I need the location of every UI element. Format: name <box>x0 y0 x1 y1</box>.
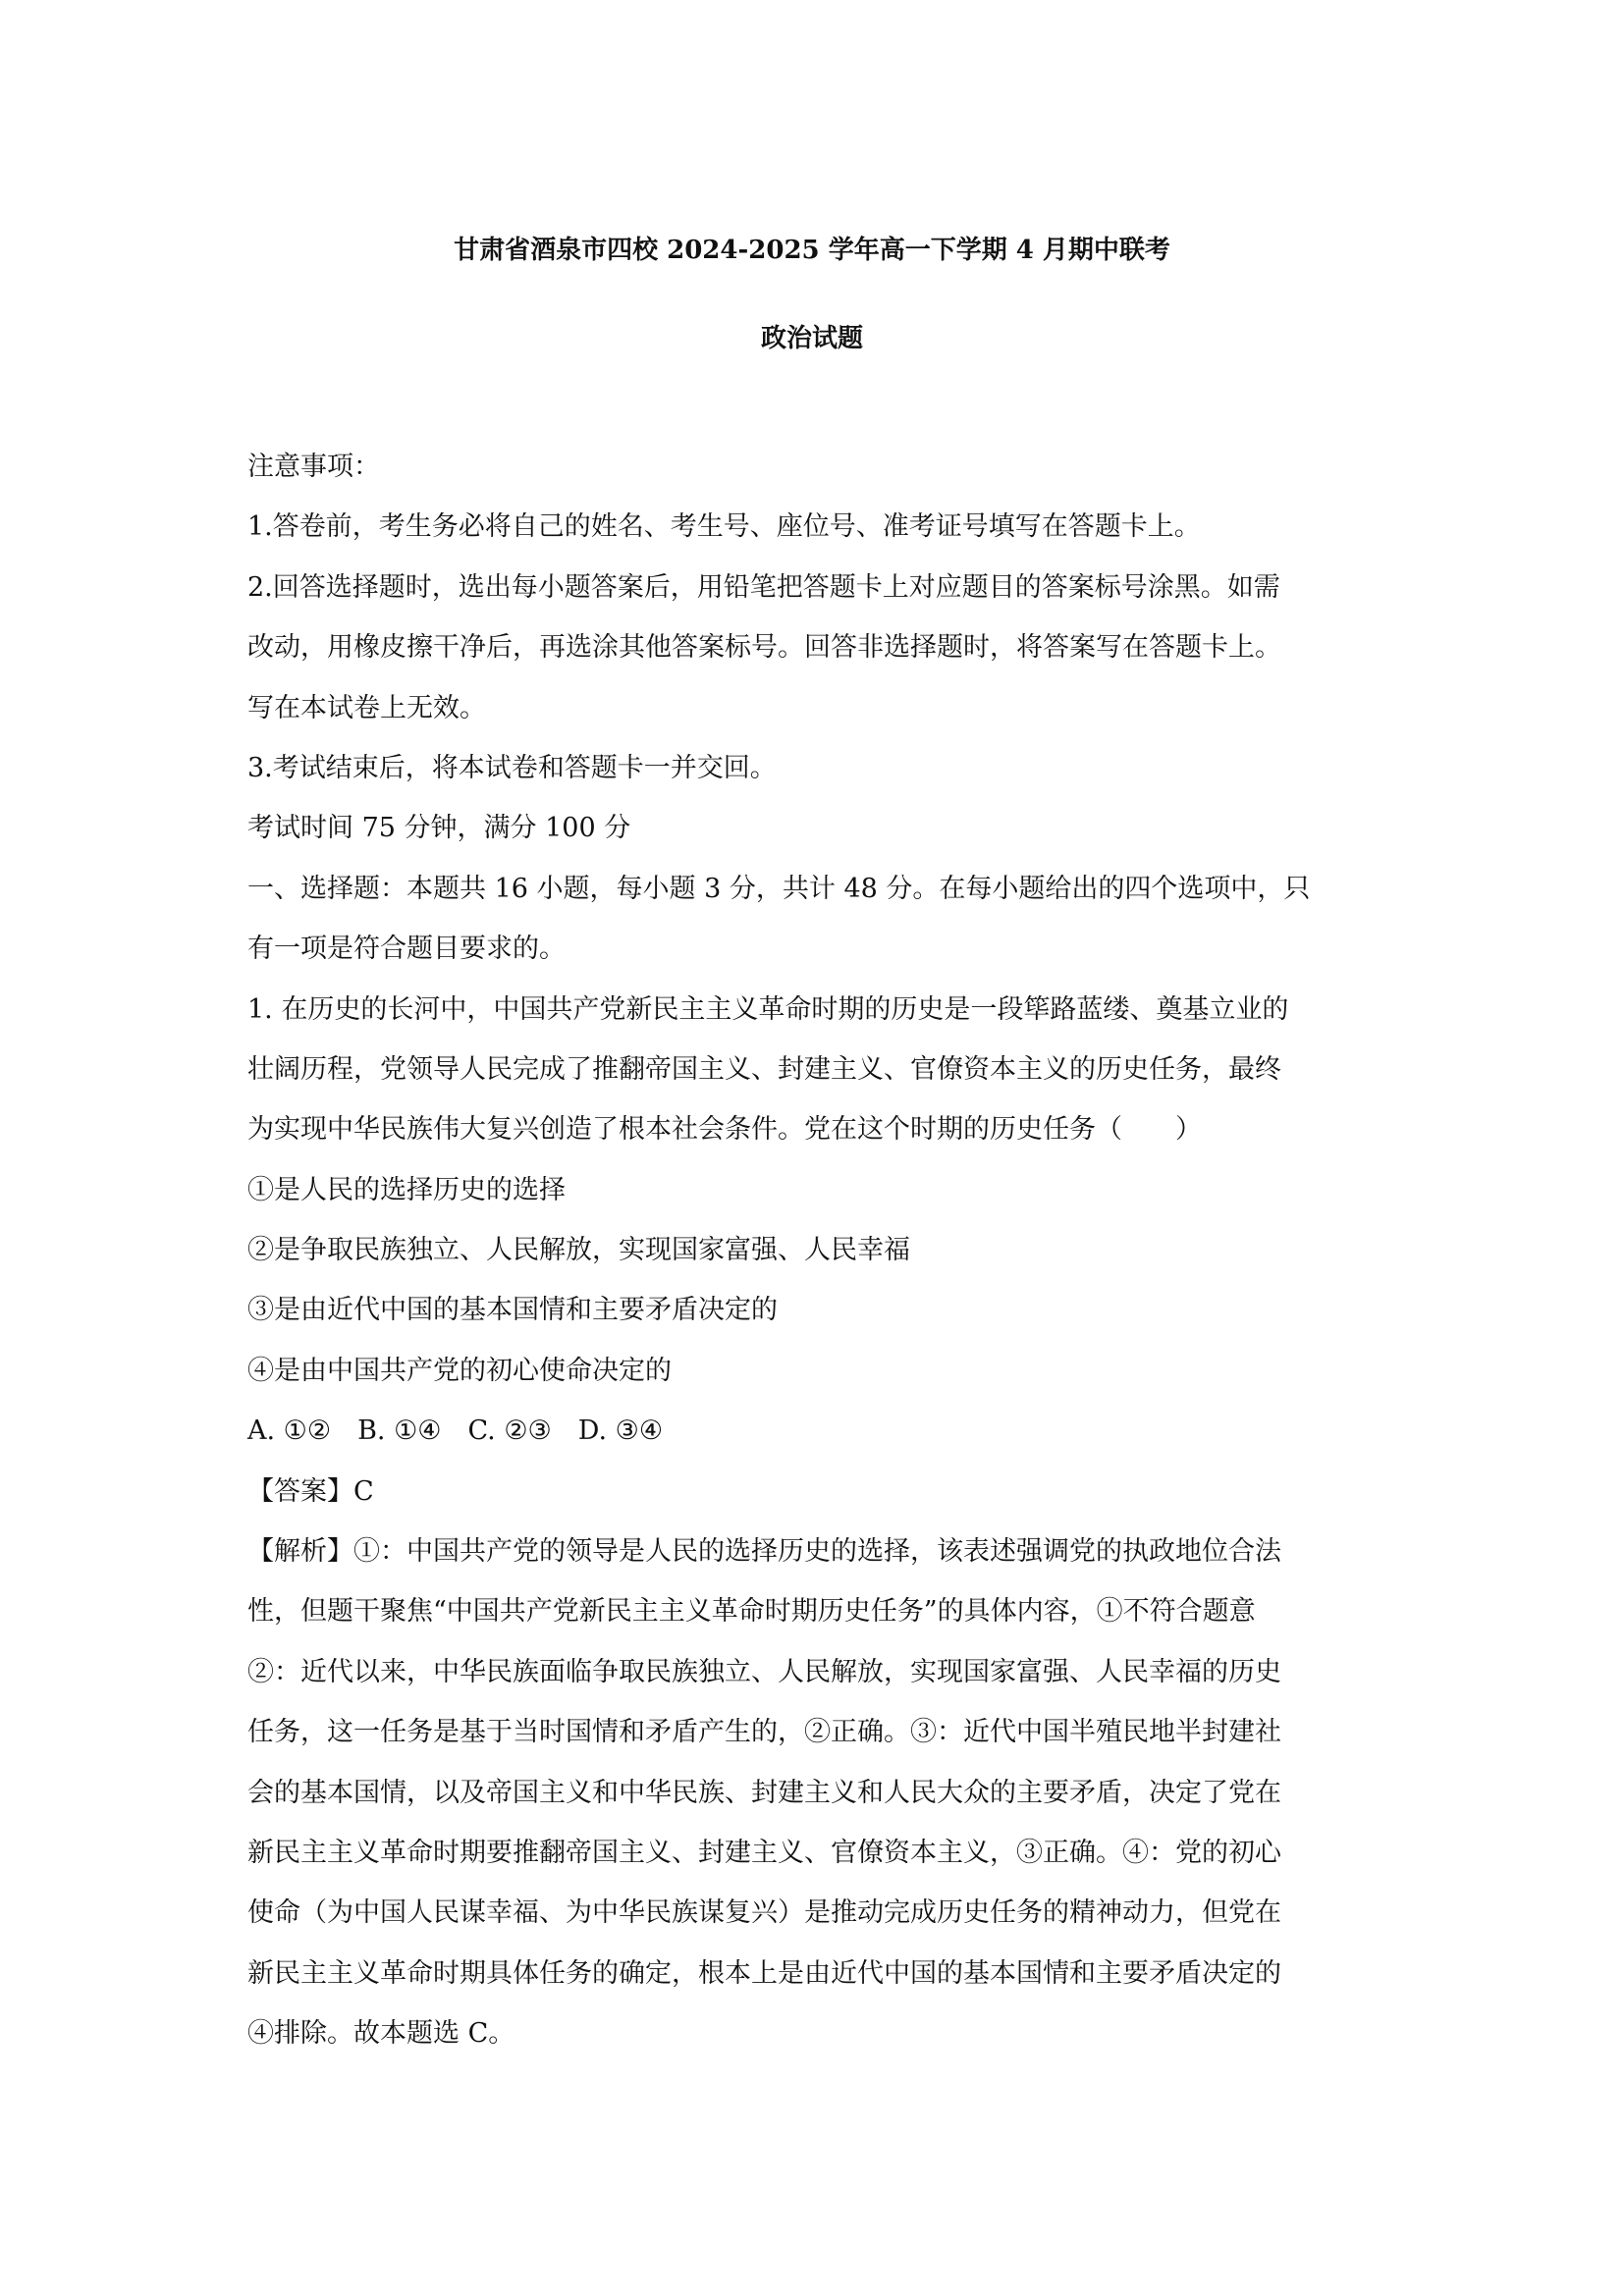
explanation-text: 性，但题干聚焦“中国共产党新民主主义革命时期历史任务”的具体内容，①不符合题意 <box>247 1596 1256 1628</box>
section-heading: 有一项是符合题目要求的。 <box>247 934 566 965</box>
document-title: 甘肃省酒泉市四校 2024-2025 学年高一下学期 4 月期中联考 <box>454 236 1170 265</box>
answer-key: 【答案】C <box>247 1475 374 1507</box>
document-body <box>247 437 1386 2064</box>
notice-item: 2.回答选择题时，选出每小题答案后，用铅笔把答题卡上对应题目的答案标号涂黑。如需 <box>247 571 1280 603</box>
explanation-text: 【解析】①：中国共产党的领导是人民的选择历史的选择，该表述强调党的执政地位合法 <box>247 1536 1281 1568</box>
notice-item: 1.答卷前，考生务必将自己的姓名、考生号、座位号、准考证号填写在答题卡上。 <box>247 511 1201 543</box>
question-stem: 1. 在历史的长河中，中国共产党新民主主义革命时期的历史是一段筚路蓝缕、奠基立业的 <box>247 993 1289 1025</box>
explanation-text: 会的基本国情，以及帝国主义和中华民族、封建主义和人民大众的主要矛盾，决定了党在 <box>247 1777 1281 1808</box>
answer-options: A. ①② B. ①④ C. ②③ D. ③④ <box>247 1415 664 1447</box>
exam-info: 考试时间 75 分钟，满分 100 分 <box>247 813 631 844</box>
explanation-text: 新民主主义革命时期具体任务的确定，根本上是由近代中国的基本国情和主要矛盾决定的 <box>247 1957 1281 1989</box>
question-statement: ④是由中国共产党的初心使命决定的 <box>247 1355 672 1386</box>
question-statement: ①是人民的选择历史的选择 <box>247 1174 566 1205</box>
explanation-text: ④排除。故本题选 C。 <box>247 2018 515 2050</box>
notice-item: 改动，用橡皮擦干净后，再选涂其他答案标号。回答非选择题时，将答案写在答题卡上。 <box>247 632 1281 664</box>
section-heading: 一、选择题：本题共 16 小题，每小题 3 分，共计 48 分。在每小题给出的四个选项中，只 <box>247 873 1311 904</box>
explanation-text: ②：近代以来，中华民族面临争取民族独立、人民解放，实现国家富强、人民幸福的历史 <box>247 1656 1281 1687</box>
question-stem: 壮阔历程，党领导人民完成了推翻帝国主义、封建主义、官僚资本主义的历史任务，最终 <box>247 1053 1281 1085</box>
explanation-text: 新民主主义革命时期要推翻帝国主义、封建主义、官僚资本主义，③正确。④：党的初心 <box>247 1837 1281 1868</box>
question-statement: ③是由近代中国的基本国情和主要矛盾决定的 <box>247 1295 778 1326</box>
question-statement: ②是争取民族独立、人民解放，实现国家富强、人民幸福 <box>247 1235 910 1266</box>
document-subtitle: 政治试题 <box>760 324 863 353</box>
explanation-text: 任务，这一任务是基于当时国情和矛盾产生的，②正确。③：近代中国半殖民地半封建社 <box>247 1717 1281 1748</box>
explanation-text: 使命（为中国人民谋幸福、为中华民族谋复兴）是推动完成历史任务的精神动力，但党在 <box>247 1897 1281 1929</box>
notice-item: 写在本试卷上无效。 <box>247 692 486 723</box>
notice-heading: 注意事项： <box>247 452 380 482</box>
notice-item: 3.考试结束后，将本试卷和答题卡一并交回。 <box>247 752 777 783</box>
question-stem: 为实现中华民族伟大复兴创造了根本社会条件。党在这个时期的历史任务（ ） <box>247 1114 1202 1146</box>
